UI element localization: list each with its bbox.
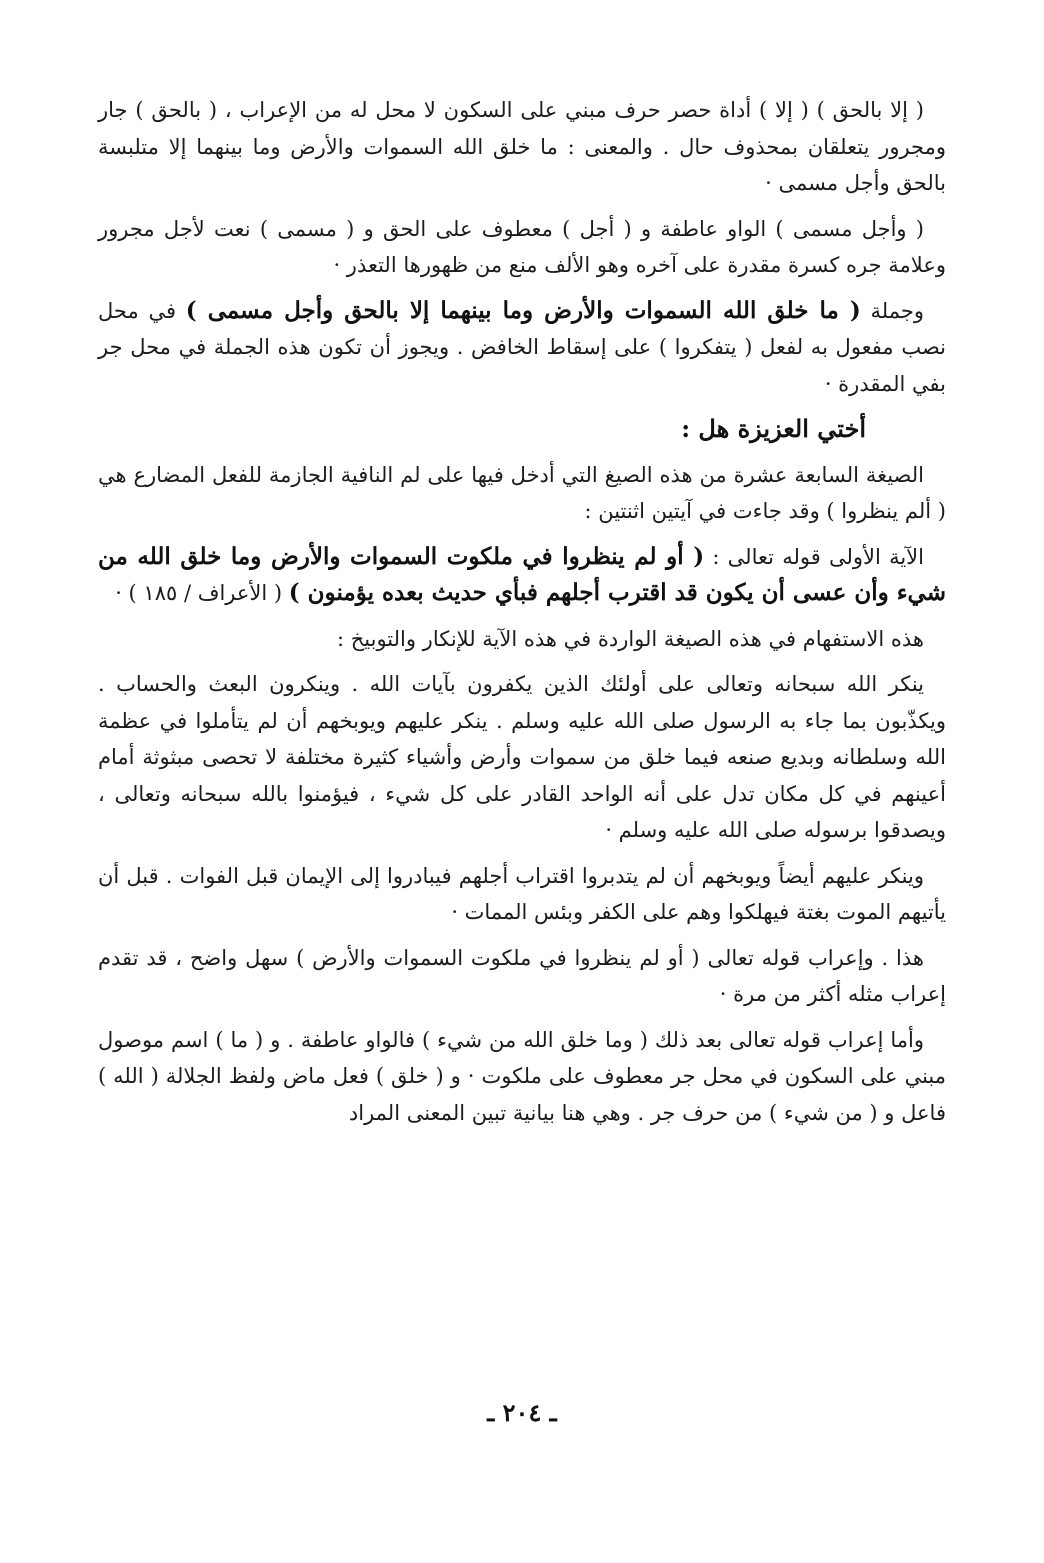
paragraph-9: هذا . وإعراب قوله تعالى ( أو لم ينظروا في ملكوت السموات والأرض ) سهل واضح ، قد تقدم إعراب مثله أكثر من مرة · — [98, 945, 946, 1006]
paragraph-6: هذه الاستفهام في هذه الصيغة الواردة في هذه الآية للإنكار والتوبيخ : — [336, 626, 924, 651]
paragraph-4: الصيغة السابعة عشرة من هذه الصيغ التي أدخل فيها على لم النافية الجازمة للفعل المضارع هي ( ألم ينظروا ) وقد جاءت في آيتين اثنتين : — [98, 462, 946, 523]
quran-quote-2: ( أو لم ينظروا في ملكوت السموات والأرض وما خلق الله من شيء وأن عسى أن يكون قد اقترب أجلهم فبأي حديث بعده يؤمنون ) — [98, 542, 946, 606]
paragraph-2: ( وأجل مسمى ) الواو عاطفة و ( أجل ) معطوف على الحق و ( مسمى ) نعت لأجل مجرور وعلامة جره كسرة مقدرة على آخره وهو الألف منع من ظهورها التعذر · — [98, 216, 946, 277]
quran-quote-1: ( ما خلق الله السموات والأرض وما بينهما إلا بالحق وأجل مسمى ) — [185, 296, 861, 324]
paragraph-5 — [98, 539, 946, 612]
paragraph-10: وأما إعراب قوله تعالى بعد ذلك ( وما خلق الله من شيء ) فالواو عاطفة . و ( ما ) اسم موصول مبني على السكون في محل جر معطوف على ملكوت · و ( خلق ) فعل ماض ولفظ الجلالة ( الله ) فاعل و ( من شيء ) من حرف جر . وهي هنا بيانية تبين المعنى المراد — [98, 1027, 946, 1125]
paragraph-3-prefix: وجملة — [860, 298, 924, 323]
paragraph-7: ينكر الله سبحانه وتعالى على أولئك الذين يكفرون بآيات الله . وينكرون البعث والحساب . ويكذّبون بما جاء به الرسول صلى الله عليه وسلم . ينكر عليهم ويوبخهم أن لم يتأملوا في عظمة الله وسلطانه وبديع صنعه فيما خلق من سموات وأرض وأشياء كثيرة مختلفة لا تحصى مبثوثة أمام أعينهم في كل مكان تدل على أنه الواحد القادر على كل شيء ، فيؤمنوا بالله سبحانه وتعالى ، ويصدقوا برسوله صلى الله عليه وسلم · — [98, 672, 946, 842]
paragraph-3-suffix: في محل نصب مفعول به لفعل ( يتفكروا ) على إسقاط الخافض . ويجوز أن تكون هذه الجملة في محل جر بفي المقدرة · — [98, 298, 946, 396]
paragraph-5-prefix: الآية الأولى قوله تعالى : — [704, 544, 924, 569]
section-heading: أختي العزيزة هل : — [681, 414, 866, 443]
paragraph-1: ( إلا بالحق ) ( إلا ) أداة حصر حرف مبني على السكون لا محل له من الإعراب ، ( بالحق ) جار ومجرور يتعلقان بمحذوف حال . والمعنى : ما خلق الله السموات والأرض وما بينهما إلا متلبسة بالحق وأجل مسمى · — [98, 98, 946, 195]
paragraph-8: وينكر عليهم أيضاً ويوبخهم أن لم يتدبروا اقتراب أجلهم فيبادروا إلى الإيمان قبل الفوات . قبل أن يأتيهم الموت بغتة فيهلكوا وهم على الكفر وبئس الممات · — [98, 863, 946, 924]
paragraph-3 — [98, 293, 946, 403]
page-number: ـ ٢٠٤ ـ — [487, 1398, 557, 1427]
page-body — [98, 92, 946, 1140]
paragraph-5-suffix: ( الأعراف / ١٨٥ ) · — [115, 581, 289, 605]
